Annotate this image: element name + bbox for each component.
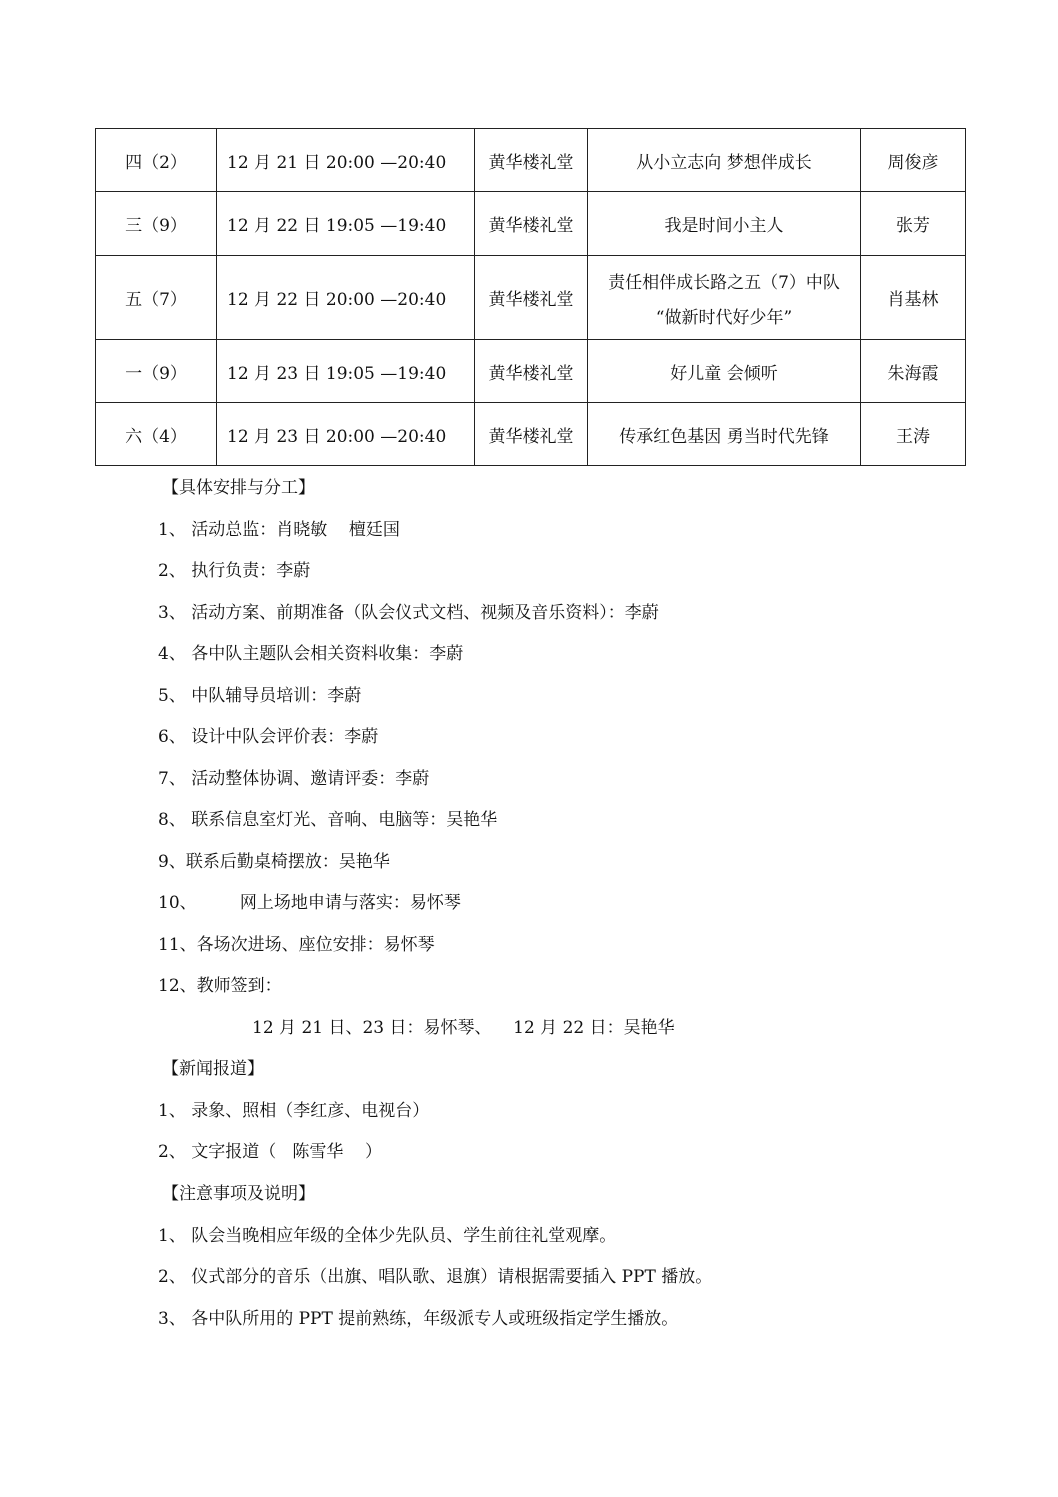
signin-detail: 12 月 21 日、23 日：易怀琴、 12 月 22 日：吴艳华: [252, 1018, 675, 1038]
time-cell: 12 月 21 日 20:00 —20:40: [217, 129, 475, 192]
section-heading-notes: 【注意事项及说明】: [162, 1184, 315, 1204]
theme-text: 传承红色基因 勇当时代先锋: [619, 426, 829, 447]
theme-text-line-2: “做新时代好少年”: [655, 307, 793, 328]
list-item: 6、 设计中队会评价表：李蔚: [158, 727, 379, 747]
venue-cell: 黄华楼礼堂: [475, 256, 588, 340]
list-item: 1、 活动总监：肖晓敏 檀廷国: [158, 520, 400, 540]
time-cell: 12 月 22 日 20:00 —20:40: [217, 256, 475, 340]
time-cell: 12 月 23 日 20:00 —20:40: [217, 403, 475, 466]
list-item: 1、 录象、照相（李红彦、电视台）: [158, 1101, 430, 1121]
class-cell: 六（4）: [96, 403, 217, 466]
teacher-cell: 王涛: [861, 403, 966, 466]
class-cell: 五（7）: [96, 256, 217, 340]
list-item: 4、 各中队主题队会相关资料收集：李蔚: [158, 644, 464, 664]
list-item: 2、 仪式部分的音乐（出旗、唱队歌、退旗）请根据需要插入 PPT 播放。: [158, 1267, 713, 1287]
list-item: 11、各场次进场、座位安排：易怀琴: [158, 935, 435, 955]
venue-cell: 黄华楼礼堂: [475, 403, 588, 466]
time-cell: 12 月 22 日 19:05 —19:40: [217, 192, 475, 256]
theme-text-line-1: 责任相伴成长路之五（7）中队: [608, 272, 840, 293]
list-item: 8、 联系信息室灯光、音响、电脑等：吴艳华: [158, 810, 498, 830]
class-cell: 四（2）: [96, 129, 217, 192]
list-item: 3、 活动方案、前期准备（队会仪式文档、视频及音乐资料）：李蔚: [158, 603, 659, 623]
class-cell: 一（9）: [96, 340, 217, 403]
teacher-cell: 张芳: [861, 192, 966, 256]
list-item: 2、 执行负责：李蔚: [158, 561, 311, 581]
theme-text: 我是时间小主人: [664, 216, 784, 236]
teacher-cell: 肖基林: [861, 256, 966, 340]
theme-text: 从小立志向 梦想伴成长: [636, 152, 812, 173]
teacher-cell: 朱海霞: [861, 340, 966, 403]
list-item: 7、 活动整体协调、邀请评委：李蔚: [158, 769, 430, 789]
time-cell: 12 月 23 日 19:05 —19:40: [217, 340, 475, 403]
list-item: 3、 各中队所用的 PPT 提前熟练，年级派专人或班级指定学生播放。: [158, 1309, 679, 1329]
section-heading-news: 【新闻报道】: [162, 1059, 264, 1079]
list-item: 1、 队会当晚相应年级的全体少先队员、学生前往礼堂观摩。: [158, 1226, 617, 1246]
list-item: 5、 中队辅导员培训：李蔚: [158, 686, 362, 706]
list-item: 10、 网上场地申请与落实：易怀琴: [158, 893, 461, 913]
venue-cell: 黄华楼礼堂: [475, 340, 588, 403]
list-item: 9、联系后勤桌椅摆放：吴艳华: [158, 852, 390, 872]
theme-text: 好儿童 会倾听: [670, 363, 778, 384]
list-item: 2、 文字报道（ 陈雪华 ）: [158, 1142, 383, 1162]
venue-cell: 黄华楼礼堂: [475, 129, 588, 192]
venue-cell: 黄华楼礼堂: [475, 192, 588, 256]
teacher-cell: 周俊彦: [861, 129, 966, 192]
section-heading-arrangement: 【具体安排与分工】: [162, 478, 315, 498]
class-cell: 三（9）: [96, 192, 217, 256]
list-item: 12、教师签到：: [158, 976, 282, 996]
